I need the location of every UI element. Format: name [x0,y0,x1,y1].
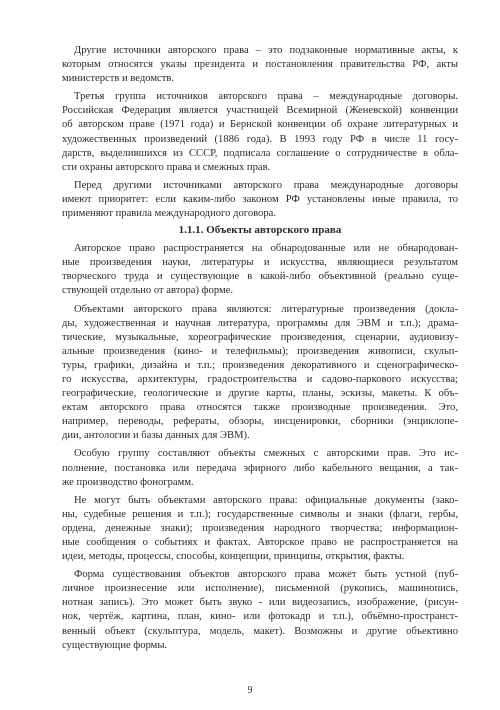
text-line: имеют приоритет: если каким-либо законом РФ установлены иные правила, то [62,193,458,205]
text-line: например, переводы, рефераты, обзоры, инсценировки, сборники (энциклопе- [62,416,458,428]
text-line: Авторское право распространяется на обнародованные или не обнародован- [74,243,458,255]
document-page [62,44,458,653]
text-line: нотная запись). Это может быть звуко - или видеозапись, изображение, (рисун- [62,597,458,609]
paragraph [62,44,458,86]
text-line: дарств, выделившихся из СССР, подписала соглашение о сотрудничестве в обла- [62,147,458,159]
text-line: существующие формы. [62,639,168,651]
text-line: об авторском праве (1971 года) и Бернской конвенции об охране литературных и [62,119,458,131]
text-line: которым относятся указы президента и постановления правительства РФ, акты [62,59,458,71]
text-line: художественных произведений (1886 года). В 1993 году РФ в числе 11 госу- [62,133,458,145]
text-line: Особую группу составляют объекты смежных с авторскими прав. Это ис- [74,448,458,460]
text-line: министерств и ведомств. [62,73,175,85]
text-line: ордена, денежные знаки); произведения народного творчества; информацион- [62,522,458,534]
text-line: Другие источники авторского права – это подзаконные нормативные акты, к [74,45,458,56]
text-line: альные произведения (кино- и телефильмы); произведения живописи, скульп- [62,345,458,357]
paragraph [62,447,458,489]
text-line: Российская Федерация является участницей Всемирной (Женевской) конвенции [62,105,458,117]
text-line: Форма существования объектов авторского права может быть устной (пуб- [74,569,458,581]
text-line: творческого труда и существующие в какой-либо объективной (реально суще- [62,271,458,283]
text-line: сти охраны авторского права и смежных прав. [62,161,271,173]
text-line: туры, графики, дизайна и т.п.; произведения декоративного и сценографическо- [62,359,458,371]
text-line: личное произнесение или исполнение), письменной (рукопись, машинопись, [62,583,458,595]
paragraph [62,568,458,653]
text-line: Объектами авторского права являются: литературные произведения (докла- [74,303,458,315]
paragraph [62,179,458,221]
text-line: же производство фонограмм. [62,476,194,488]
text-line: идеи, методы, процессы, способы, концепции, принципы, открытия, факты. [62,551,405,563]
text-line: географические, геологические и другие карты, планы, эскизы, макеты. К объ- [62,388,458,400]
text-line: ные сообщения о событиях и фактах. Авторское право не распространяется на [62,537,458,548]
text-line: ды, художественная и научная литература, программы для ЭВМ и т.п.); драма- [62,317,458,329]
text-line: Перед другими источниками авторского права международные договоры [74,179,458,191]
text-line: применяют правила международного договора. [62,208,277,220]
page-number: 9 [247,685,253,696]
paragraph [62,90,458,175]
paragraph [62,303,458,444]
text-line: тические, музыкальные, хореографические произведения, сценарии, аудиовизу- [62,331,458,343]
text-line: дии, антологии и базы данных для ЭВМ). [62,430,250,442]
paragraph [62,242,458,298]
paragraph [62,494,458,564]
text-line: ные произведения науки, литературы и искусства, являющиеся результатом [62,257,458,269]
bottom-paragraphs [62,242,458,653]
text-line: Не могут быть объектами авторского права: официальные документы (зако- [74,494,458,506]
text-line: ствующей отдельно от автора) форме. [62,285,234,297]
text-line: полнение, постановка или передача эфирного либо кабельного вещания, а так- [62,462,458,474]
text-line: Третья группа источников авторского права – международные договоры. [74,91,458,103]
top-paragraphs [62,44,458,221]
text-line: венный объект (скульптура, модель, макет). Возможны и другие объективно [62,625,458,637]
text-line: го искусства, архитектуры, градостроительства и садово-паркового искусства; [62,373,458,385]
section-heading: 1.1.1. Объекты авторского права [178,224,342,237]
text-line: ектам авторского права относятся также производные произведения. Это, [62,402,458,414]
text-line: ны, судебные решения и т.п.); государственные символы и знаки (флаги, гербы, [62,508,458,520]
text-line: нок, чертёж, картина, план, кино- или фотокадр и т.п.), объёмно-пространст- [62,611,458,623]
